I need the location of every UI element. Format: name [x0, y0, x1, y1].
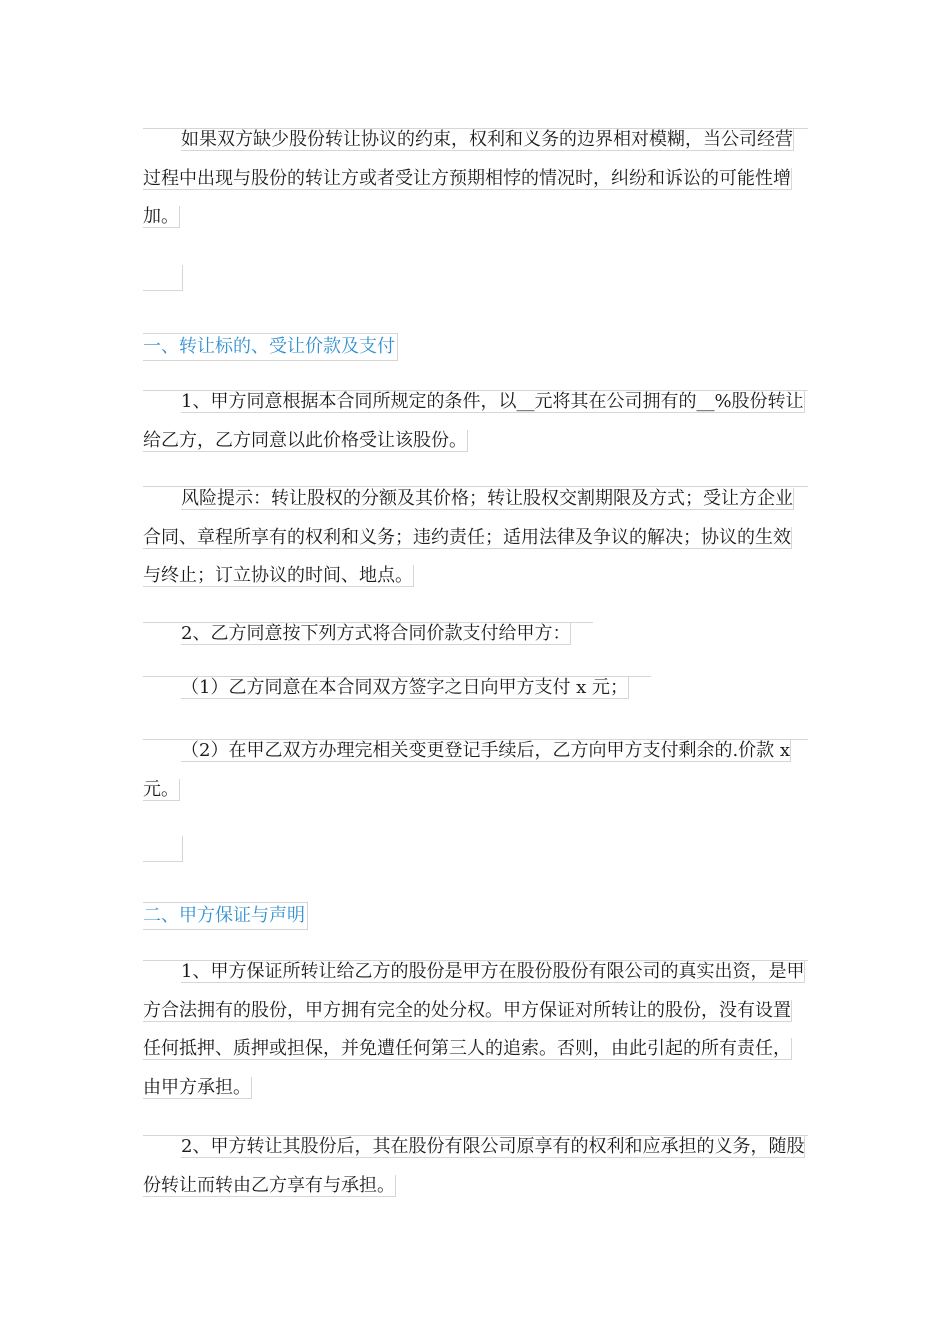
- paragraph-payment-method: [143, 615, 808, 654]
- paragraph-text: （1）乙方同意在本合同双方签字之日向甲方支付 x 元；: [181, 677, 629, 698]
- paragraph-warranty-1: [143, 953, 808, 1107]
- paragraph-disputes: [143, 121, 808, 237]
- paragraph-risk-notice: [143, 480, 808, 596]
- paragraph-text: 风险提示：转让股权的分额及其价格；转让股权交割期限及方式；受让方企业合同、章程所享有的权利和义务；违约责任；适用法律及争议的解决；协议的生效与终止；订立协议的时间、地点。: [143, 488, 793, 586]
- empty-paragraph-marker: [143, 836, 183, 862]
- paragraph-text: 1、甲方同意根据本合同所规定的条件，以__元将其在公司拥有的__%股份转让给乙方，乙方同意以此价格受让该股份。: [143, 391, 804, 451]
- paragraph-text: 2、甲方转让其股份后，其在股份有限公司原享有的权利和应承担的义务，随股份转让而转由乙方享有与承担。: [143, 1136, 805, 1196]
- paragraph-text: 2、乙方同意按下列方式将合同价款支付给甲方：: [181, 623, 571, 644]
- paragraph-transfer-price: [143, 383, 808, 460]
- paragraph-payment-1: [143, 669, 808, 708]
- paragraph-text: （2）在甲乙双方办理完相关变更登记手续后，乙方向甲方支付剩余的.价款 x 元。: [143, 740, 791, 800]
- section-heading-2: 二、甲方保证与声明: [143, 902, 308, 930]
- paragraph-payment-2: [143, 732, 808, 809]
- paragraph-text: 如果双方缺少股份转让协议的约束，权利和义务的边界相对模糊，当公司经营过程中出现与股份的转让方或者受让方预期相悖的情况时，纠纷和诉讼的可能性增加。: [143, 129, 793, 227]
- section-heading-1: 一、转让标的、受让价款及支付: [143, 333, 398, 361]
- paragraph-warranty-2: [143, 1128, 808, 1205]
- paragraph-text: 1、甲方保证所转让给乙方的股份是甲方在股份股份有限公司的真实出资，是甲方合法拥有的股份，甲方拥有完全的处分权。甲方保证对所转让的股份，没有设置任何抵押、质押或担保，并免遭任何第三人的追索。否则，由此引起的所有责任，由甲方承担。: [143, 961, 805, 1098]
- empty-paragraph-marker: [143, 265, 183, 291]
